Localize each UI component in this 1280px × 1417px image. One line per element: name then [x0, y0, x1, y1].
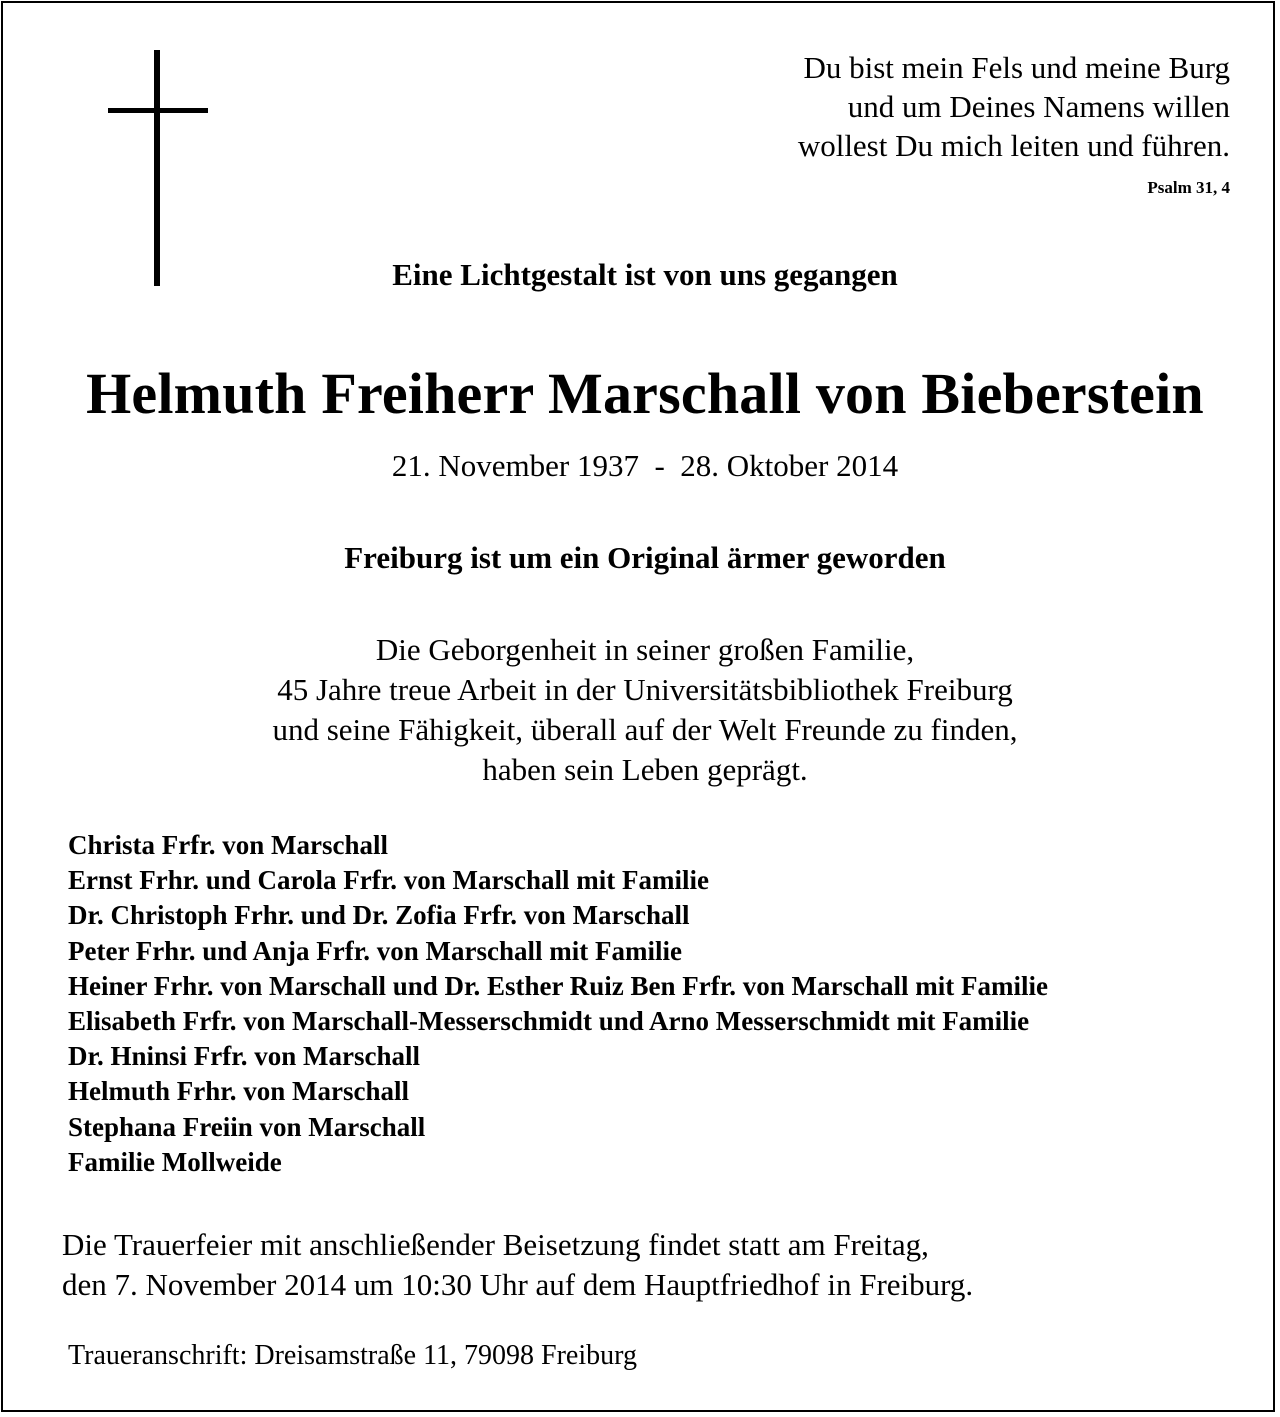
mourner-entry: Stephana Freiin von Marschall: [68, 1111, 426, 1142]
cross-vertical-bar: [154, 50, 160, 286]
mourner-entry: Peter Frhr. und Anja Frfr. von Marschall mit Familie: [68, 935, 682, 966]
life-dates: 21. November 1937 - 28. Oktober 2014: [391, 448, 899, 483]
mourner-entry: Heiner Frhr. von Marschall und Dr. Esther Ruiz Ben Frfr. von Marschall mit Familie: [68, 970, 1048, 1001]
verse-line: wollest Du mich leiten und führen.: [797, 128, 1230, 163]
ceremony-notice: [62, 1225, 973, 1305]
ceremony-line: den 7. November 2014 um 10:30 Uhr auf dem Hauptfriedhof in Freiburg.: [62, 1267, 974, 1302]
mourner-entry: Familie Mollweide: [68, 1146, 282, 1177]
mourner-entry: Christa Frfr. von Marschall: [68, 830, 388, 860]
tribute-line: 45 Jahre treue Arbeit in der Universitätsbibliothek Freiburg: [277, 672, 1013, 707]
verse-source: Psalm 31, 4: [1147, 178, 1230, 197]
mourner-entry: Dr. Christoph Frhr. und Dr. Zofia Frfr. von Marschall: [68, 900, 690, 931]
mourners-list: [68, 828, 1048, 1180]
ceremony-line: Die Trauerfeier mit anschließender Beisetzung findet statt am Freitag,: [62, 1227, 929, 1262]
tribute-text: [0, 630, 1280, 790]
lead-line: Eine Lichtgestalt ist von uns gegangen: [392, 257, 898, 292]
cross-horizontal-bar: [108, 108, 208, 113]
tribute-line: Die Geborgenheit in seiner großen Familie,: [375, 632, 915, 667]
deceased-name: Helmuth Freiherr Marschall von Bieberstein: [86, 361, 1204, 426]
tribute-line: und seine Fähigkeit, überall auf der Welt Freunde zu finden,: [272, 712, 1018, 747]
tribute-line: haben sein Leben geprägt.: [482, 752, 808, 787]
verse-line: Du bist mein Fels und meine Burg: [803, 50, 1230, 85]
psalm-verse: [798, 48, 1230, 165]
mourner-entry: Ernst Frhr. und Carola Frfr. von Marschall mit Familie: [68, 865, 709, 896]
mourning-address: Traueranschrift: Dreisamstraße 11, 79098 Freiburg: [68, 1340, 637, 1371]
mourner-entry: Helmuth Frhr. von Marschall: [68, 1076, 409, 1107]
subheading: Freiburg ist um ein Original ärmer geworden: [344, 540, 946, 575]
verse-line: und um Deines Namens willen: [847, 89, 1230, 124]
mourner-entry: Dr. Hninsi Frfr. von Marschall: [68, 1041, 421, 1072]
mourner-entry: Elisabeth Frfr. von Marschall-Messerschmidt und Arno Messerschmidt mit Familie: [68, 1006, 1030, 1037]
